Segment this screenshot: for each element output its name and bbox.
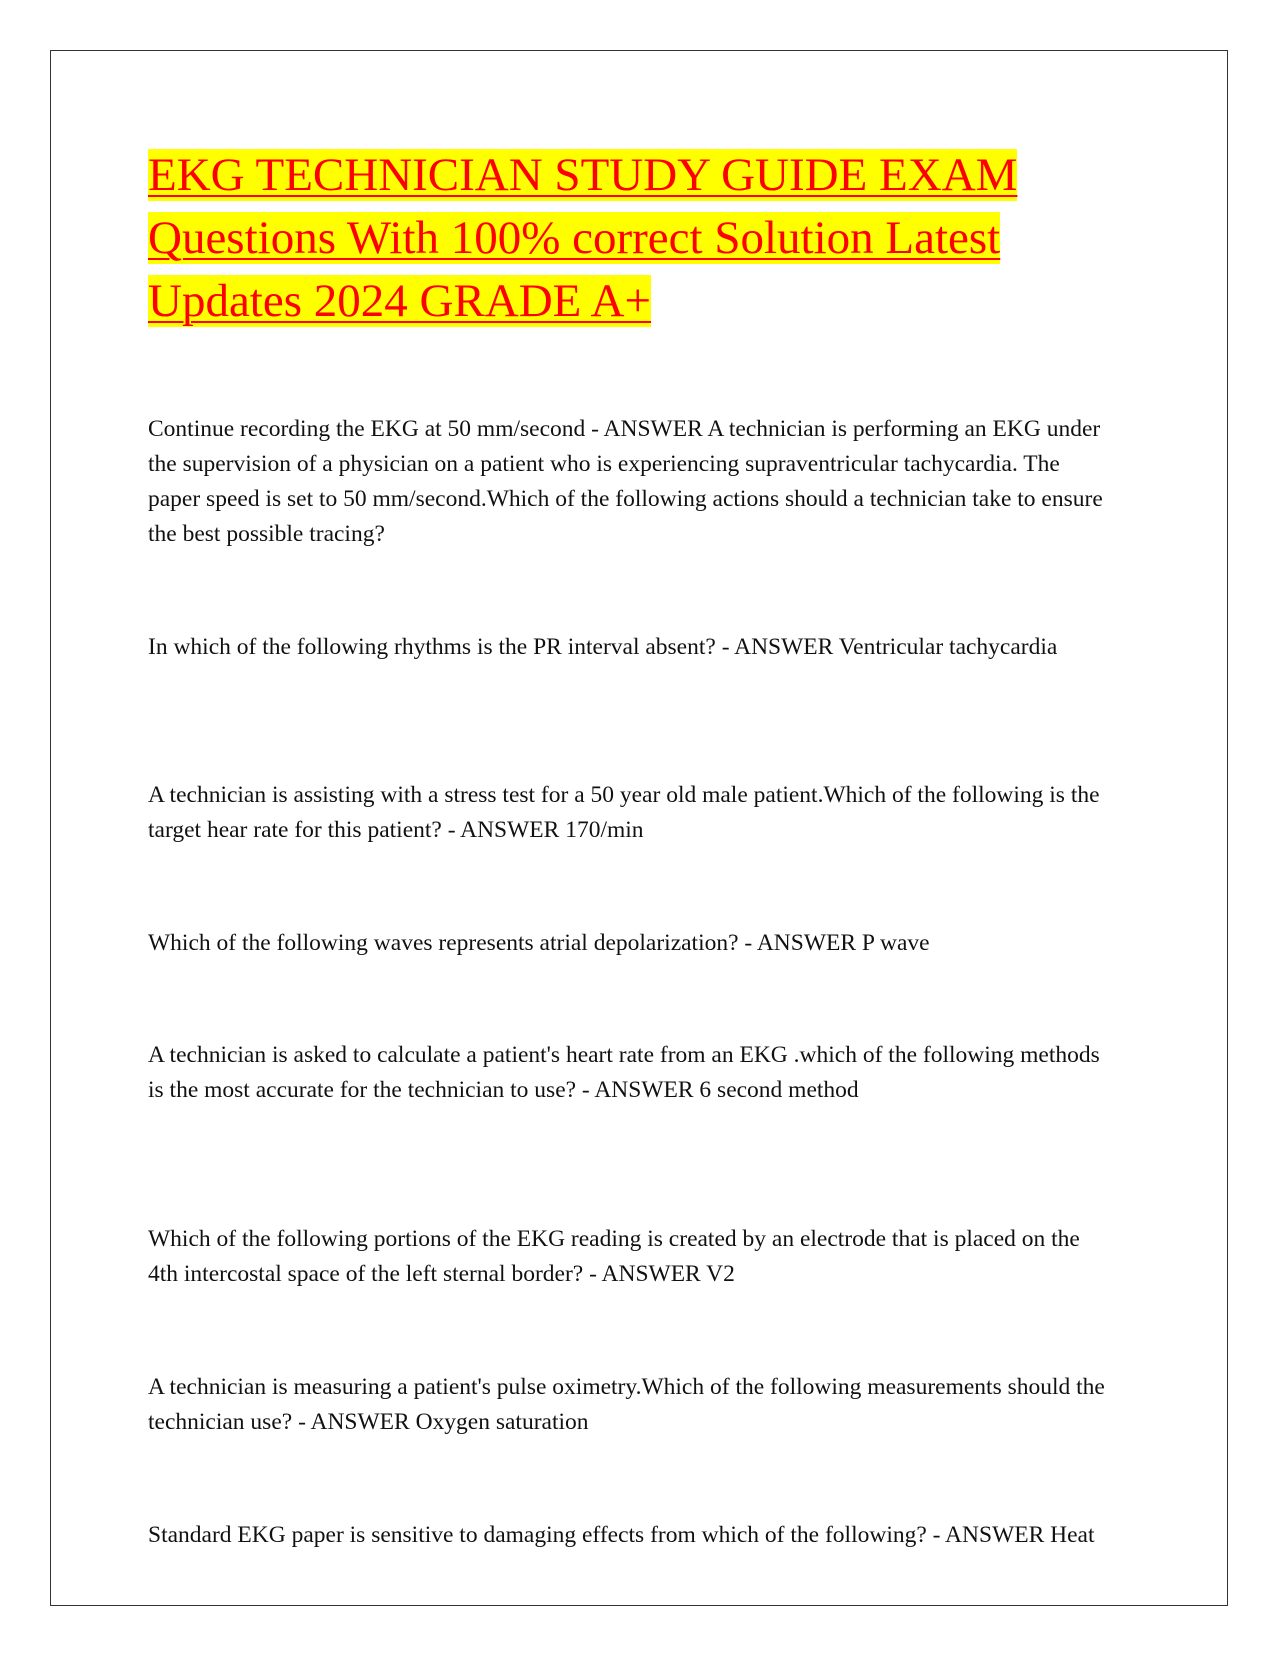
- qa-entry: Which of the following waves represents atrial depolarization? - ANSWER P wave: [148, 930, 930, 956]
- title-line-text: Updates 2024 GRADE A+: [148, 275, 652, 327]
- qa-entry: In which of the following rhythms is the PR interval absent? - ANSWER Ventricular tachycardia: [148, 634, 1058, 660]
- title-line: [148, 207, 1148, 270]
- qa-entry: A technician is measuring a patient's pulse oximetry.Which of the following measurements should the technician use? - ANSWER Oxygen saturation: [148, 1374, 1105, 1435]
- qa-entry: Standard EKG paper is sensitive to damaging effects from which of the following? - ANSWER Heat: [148, 1522, 1095, 1548]
- qa-entry: Which of the following portions of the EKG reading is created by an electrode that is placed on the 4th intercostal space of the left sternal border? - ANSWER V2: [148, 1226, 1080, 1287]
- title-line-text: EKG TECHNICIAN STUDY GUIDE EXAM: [148, 149, 1018, 201]
- title-line: [148, 144, 1148, 207]
- document-title: [148, 144, 1148, 333]
- qa-entry: A technician is assisting with a stress test for a 50 year old male patient.Which of the following is the target hear rate for this patient? - ANSWER 170/min: [148, 782, 1100, 843]
- title-line-text: Questions With 100% correct Solution Latest: [148, 212, 1001, 264]
- title-line: [148, 270, 1148, 333]
- qa-entry: A technician is asked to calculate a patient's heart rate from an EKG .which of the following methods is the most accurate for the technician to use? - ANSWER 6 second method: [148, 1042, 1100, 1103]
- qa-entry: Continue recording the EKG at 50 mm/second - ANSWER A technician is performing an EKG under the supervision of a physician on a patient who is experiencing supraventricular tachycardia. The paper speed is set to 50 mm/second.Which of the following actions should a technician take to ensure the best possible tracing?: [148, 416, 1103, 547]
